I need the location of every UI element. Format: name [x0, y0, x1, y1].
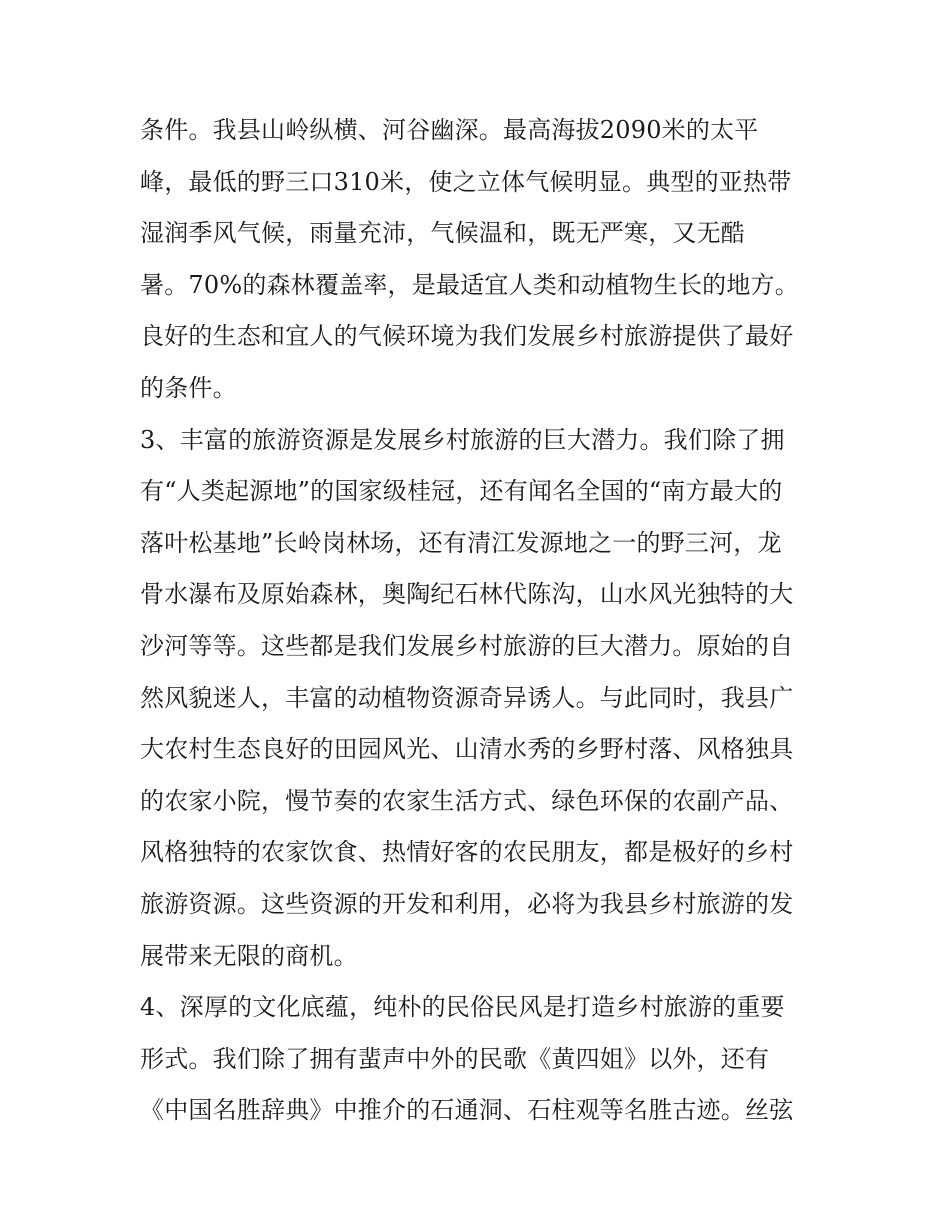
text-line: 形式。我们除了拥有蜚声中外的民歌《黄四姐》以外，还有: [140, 1044, 770, 1073]
text-line: 旅游资源。这些资源的开发和利用，必将为我县乡村旅游的发: [140, 889, 794, 918]
text-line: 4、深厚的文化底蕴，纯朴的民俗民风是打造乡村旅游的重要: [140, 993, 785, 1022]
text-line: 然风貌迷人，丰富的动植物资源奇异诱人。与此同时，我县广: [140, 683, 794, 712]
text-line: 暑。70%的森林覆盖率，是最适宜人类和动植物生长的地方。: [140, 270, 799, 299]
text-line: 的农家小院，慢节奏的农家生活方式、绿色环保的农副产品、: [140, 786, 794, 815]
text-line: 沙河等等。这些都是我们发展乡村旅游的巨大潜力。原始的自: [140, 631, 794, 660]
text-line: 骨水瀑布及原始森林，奥陶纪石林代陈沟，山水风光独特的大: [140, 580, 794, 609]
text-line: 峰，最低的野三口310米，使之立体气候明显。典型的亚热带: [140, 167, 792, 196]
text-line: 风格独特的农家饮食、热情好客的农民朋友，都是极好的乡村: [140, 838, 794, 867]
text-line: 落叶松基地”长岭岗林场，还有清江发源地之一的野三河，龙: [140, 528, 782, 557]
body-text: [140, 110, 830, 1142]
text-line: 良好的生态和宜人的气候环境为我们发展乡村旅游提供了最好: [140, 322, 794, 351]
text-line: 3、丰富的旅游资源是发展乡村旅游的巨大潜力。我们除了拥: [140, 425, 785, 454]
text-line: 条件。我县山岭纵横、河谷幽深。最高海拔2090米的太平: [140, 116, 759, 144]
text-line: 的条件。: [140, 373, 237, 402]
text-line: 有“人类起源地”的国家级桂冠，还有闻名全国的“南方最大的: [140, 477, 783, 506]
text-line: 《中国名胜辞典》中推介的石通洞、石柱观等名胜古迹。丝弦: [140, 1096, 794, 1125]
text-line: 湿润季风气候，雨量充沛，气候温和，既无严寒，又无酷: [140, 219, 745, 248]
text-line: 展带来无限的商机。: [140, 941, 358, 970]
text-line: 大农村生态良好的田园风光、山清水秀的乡野村落、风格独具: [140, 735, 794, 764]
